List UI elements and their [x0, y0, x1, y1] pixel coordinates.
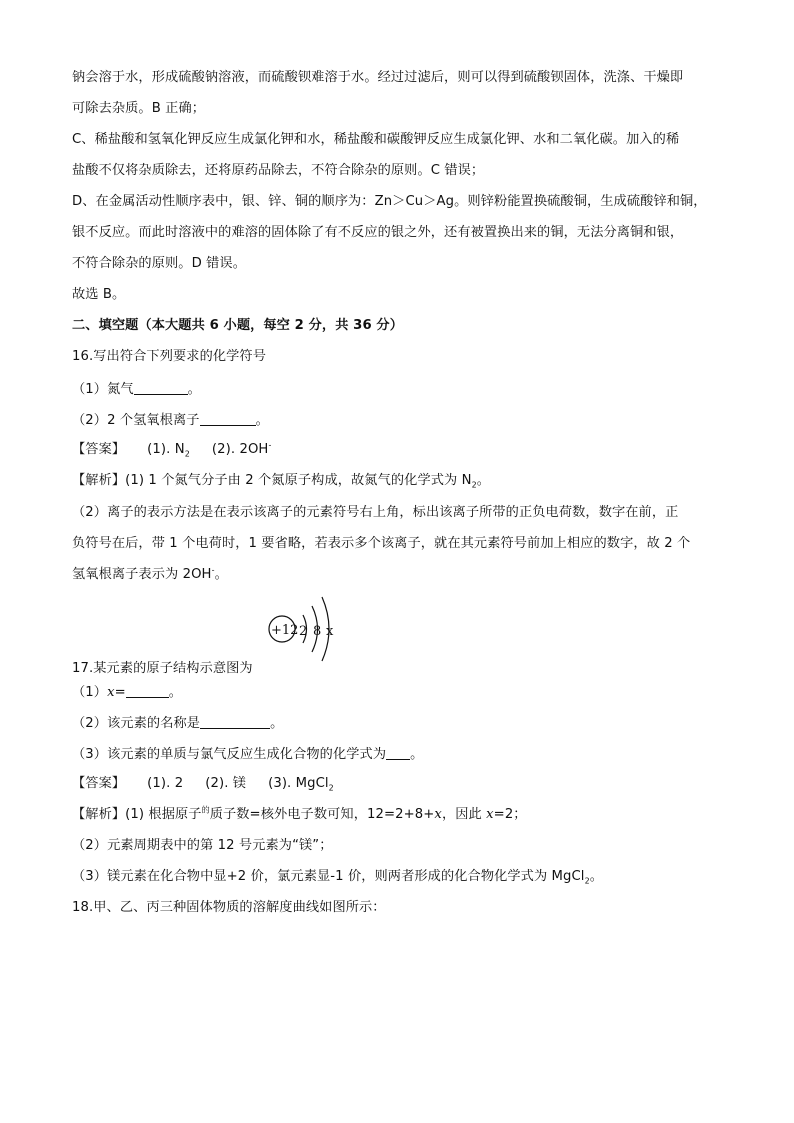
question-16-analysis-2c: 氢氧根离子表示为 2OH-。	[72, 565, 228, 582]
answer-blank	[386, 746, 410, 760]
answer-label: 【答案】	[72, 442, 126, 457]
question-17-analysis-2: （2）元素周期表中的第 12 号元素为“镁”；	[72, 838, 333, 853]
atomic-structure-diagram	[264, 592, 354, 664]
shell-1-electrons: 2	[299, 624, 308, 639]
question-17-sub2: （2）该元素的名称是 。	[72, 716, 284, 731]
question-16-sub1	[72, 381, 201, 396]
text-line: 不符合除杂的原则。D 错误。	[72, 256, 246, 271]
analysis-label: 【解析】	[72, 807, 126, 822]
answer-blank	[200, 715, 270, 729]
answer-2: (2). 2OH-	[211, 440, 272, 457]
shell-3-electrons: x	[326, 624, 334, 639]
question-17-sub1: （1）x= 。	[72, 685, 183, 700]
section-title: 二、填空题（本大题共 6 小题，每空 2 分，共 36 分）	[72, 318, 403, 333]
text-line: 盐酸不仅将杂质除去，还将原药品除去，不符合除杂的原则。C 错误；	[72, 163, 485, 178]
text-line: 故选 B。	[72, 287, 126, 302]
answer-label: 【答案】	[72, 776, 126, 791]
sub2-label: （2）2 个氢氧根离子	[72, 413, 200, 428]
question-16-analysis-1: 【解析】(1) 1 个氮气分子由 2 个氮原子构成，故氮气的化学式为 $N_2$。	[72, 473, 491, 490]
question-17-title: 17.某元素的原子结构示意图为	[72, 661, 253, 676]
answer-blank	[200, 412, 256, 426]
nucleus-label: +12	[271, 623, 299, 638]
question-17-sub3: （3）该元素的单质与氯气反应生成化合物的化学式为 。	[72, 747, 424, 762]
sub1-end: 。	[187, 382, 201, 397]
question-17-analysis-3: （3）镁元素在化合物中显+2 价，氯元素显-1 价，则两者形成的化合物化学式为 MgCl$_2$。	[72, 869, 604, 886]
question-16-title: 16.写出符合下列要求的化学符号	[72, 349, 267, 364]
question-17-analysis-1: 【解析】(1) 根据原子$^的$质子数=核外电子数可知，12=2+8+x，因此 x=2；	[72, 805, 527, 822]
text-line: 钠会溶于水，形成硫酸钠溶液，而硫酸钡难溶于水。经过过滤后，则可以得到硫酸钡固体，洗涤、干燥即	[72, 70, 684, 85]
sub1-label: （1）氮气	[72, 382, 134, 397]
question-16-answer	[72, 440, 272, 459]
text-line: C、稀盐酸和氢氧化钾反应生成氯化钾和水，稀盐酸和碳酸钾反应生成氯化钾、水和二氧化碳。加入的稀	[72, 132, 680, 147]
shell-2-electrons: 8	[313, 624, 322, 639]
question-16-analysis-2b: 负符号在后，带 1 个电荷时，1 要省略，若表示多个该离子，就在其元素符号前加上相应的数字，故 2 个	[72, 536, 691, 551]
analysis-text: (1) 1 个氮气分子由 2 个氮原子构成，故氮气的化学式为 N	[125, 473, 472, 488]
answer-1: (1). $N_2$	[147, 442, 190, 459]
sub2-end: 。	[255, 413, 269, 428]
answer-blank	[134, 381, 188, 395]
text-line: D、在金属活动性顺序表中，银、锌、铜的顺序为：Zn＞Cu＞Ag。则锌粉能置换硫酸铜，生成硫酸锌和铜，	[72, 194, 707, 209]
question-16-sub2	[72, 412, 269, 427]
question-17-answer: 【答案】 (1). 2 (2). 镁 (3). MgCl$_2$	[72, 776, 334, 793]
question-18-title: 18.甲、乙、丙三种固体物质的溶解度曲线如图所示：	[72, 900, 386, 915]
question-16-analysis-2a: （2）离子的表示方法是在表示该离子的元素符号右上角，标出该离子所带的正负电荷数，数字在前，正	[72, 505, 679, 520]
analysis-label: 【解析】	[72, 473, 126, 488]
answer-blank	[126, 684, 169, 698]
text-line: 可除去杂质。B 正确；	[72, 101, 206, 116]
text-line: 银不反应。而此时溶液中的难溶的固体除了有不反应的银之外，还有被置换出来的铜，无法分离铜和银，	[72, 225, 684, 240]
